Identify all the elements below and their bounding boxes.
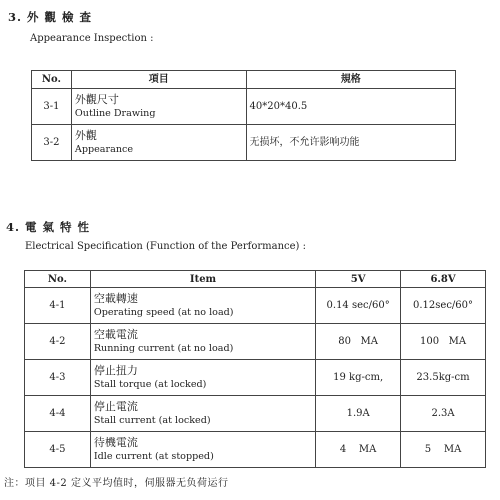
value-5v: 0.14 sec/60° xyxy=(316,288,401,324)
header-spec: 規格 xyxy=(246,71,455,89)
row-item xyxy=(71,125,246,161)
table-row xyxy=(25,324,486,360)
item-en: Operating speed (at no load) xyxy=(93,307,234,318)
value-6-8v: 2.3A xyxy=(401,396,486,432)
item-zh: 停止扭力 xyxy=(93,364,138,377)
item-en: Idle current (at stopped) xyxy=(93,451,214,462)
table-row xyxy=(32,125,456,161)
item-zh: 停止電流 xyxy=(93,400,138,413)
row-item xyxy=(90,396,315,432)
header-item: Item xyxy=(90,271,315,288)
table-row xyxy=(25,288,486,324)
row-no: 4-3 xyxy=(25,360,91,396)
table-row xyxy=(25,396,486,432)
item-zh: 外觀尺寸 xyxy=(74,93,119,106)
table-row xyxy=(25,432,486,468)
row-no: 4-4 xyxy=(25,396,91,432)
item-zh: 空載電流 xyxy=(93,328,138,341)
electrical-table xyxy=(24,270,486,468)
value-5v: 19 kg-cm, xyxy=(316,360,401,396)
value-6-8v: 23.5kg-cm xyxy=(401,360,486,396)
header-6-8v: 6.8V xyxy=(401,271,486,288)
header-no: No. xyxy=(32,71,72,89)
section4-title: 4. 電 氣 特 性 xyxy=(6,220,91,234)
value-5v: 80 MA xyxy=(316,324,401,360)
item-en: Running current (at no load) xyxy=(93,343,234,354)
row-item xyxy=(90,324,315,360)
row-spec: 无损坏，不允许影响功能 xyxy=(246,125,455,161)
row-no: 4-1 xyxy=(25,288,91,324)
row-no: 4-2 xyxy=(25,324,91,360)
section3-subtitle: Appearance Inspection : xyxy=(30,33,154,44)
row-no: 4-5 xyxy=(25,432,91,468)
row-item xyxy=(90,432,315,468)
item-en: Outline Drawing xyxy=(74,108,156,119)
value-6-8v: 100 MA xyxy=(401,324,486,360)
item-zh: 外觀 xyxy=(74,129,97,142)
section3-title: 3. 外 觀 檢 查 xyxy=(8,10,93,24)
item-en: Appearance xyxy=(74,144,134,155)
value-6-8v: 5 MA xyxy=(401,432,486,468)
header-5v: 5V xyxy=(316,271,401,288)
row-no: 3-2 xyxy=(32,125,72,161)
row-item xyxy=(71,89,246,125)
section4-subtitle: Electrical Specification (Function of the Performance) : xyxy=(25,241,306,252)
appearance-table xyxy=(31,70,456,161)
item-zh: 空載轉速 xyxy=(93,292,138,305)
table-header-row xyxy=(25,271,486,288)
value-5v: 1.9A xyxy=(316,396,401,432)
header-no: No. xyxy=(25,271,91,288)
footnote: 注：项目 4-2 定义平均值时，伺服器无负荷运行 xyxy=(4,478,229,489)
item-en: Stall torque (at locked) xyxy=(93,379,207,390)
table-row xyxy=(32,89,456,125)
value-6-8v: 0.12sec/60° xyxy=(401,288,486,324)
row-spec: 40*20*40.5 xyxy=(246,89,455,125)
table-row xyxy=(25,360,486,396)
row-item xyxy=(90,288,315,324)
item-zh: 待機電流 xyxy=(93,436,138,449)
item-en: Stall current (at locked) xyxy=(93,415,211,426)
table-header-row xyxy=(32,71,456,89)
value-5v: 4 MA xyxy=(316,432,401,468)
row-no: 3-1 xyxy=(32,89,72,125)
row-item xyxy=(90,360,315,396)
header-item: 項目 xyxy=(71,71,246,89)
